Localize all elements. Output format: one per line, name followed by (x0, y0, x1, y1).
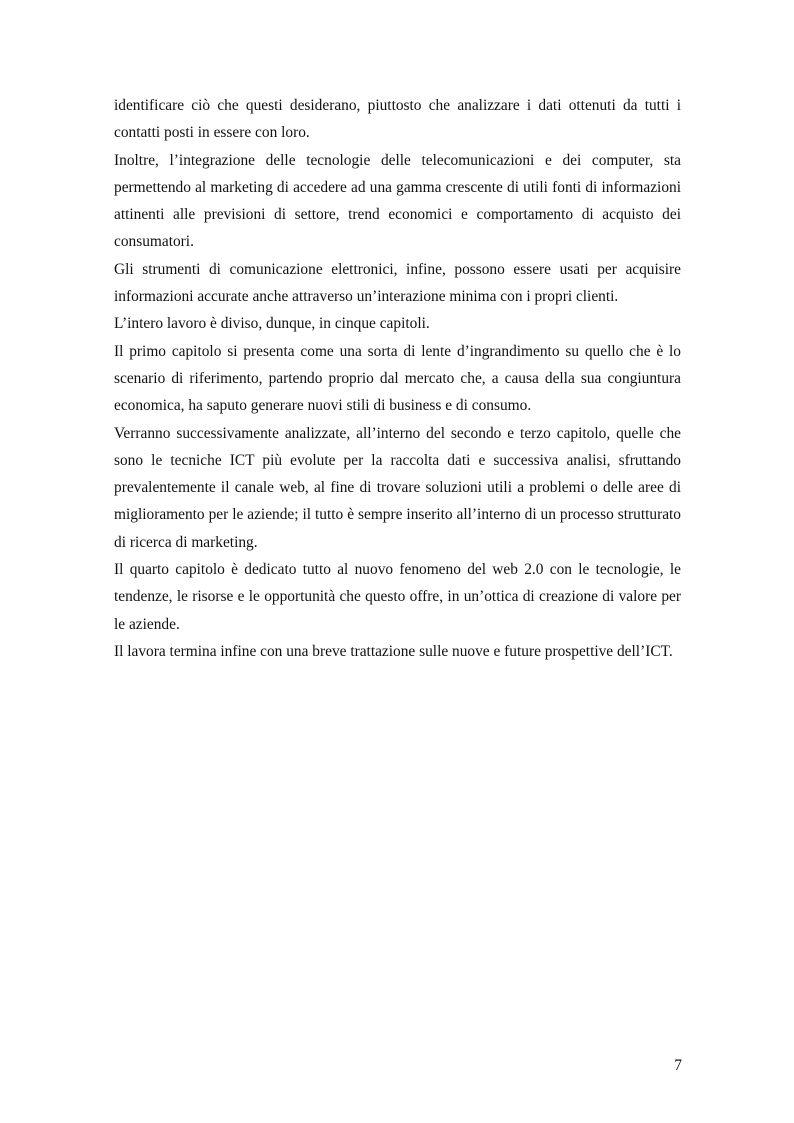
paragraph: Verranno successivamente analizzate, all’interno del secondo e terzo capitolo, quelle che sono le tecniche ICT più evolute per la raccolta dati e successiva analisi, sfruttando prevalentemente il canale web, al fine di trovare soluzioni utili a problemi o delle aree di miglioramento per le aziende; il tutto è sempre inserito all’interno di un processo strutturato di ricerca di marketing. (114, 424, 681, 551)
paragraph: Gli strumenti di comunicazione elettronici, infine, possono essere usati per acquisire informazioni accurate anche attraverso un’interazione minima con i propri clienti. (114, 260, 681, 306)
paragraph: Il lavora termina infine con una breve trattazione sulle nuove e future prospettive dell’ICT. (114, 642, 673, 660)
paragraph: L’intero lavoro è diviso, dunque, in cinque capitoli. (114, 315, 430, 333)
page-number: 7 (674, 1057, 682, 1074)
paragraph: Inoltre, l’integrazione delle tecnologie delle telecomunicazioni e dei computer, sta permettendo al marketing di accedere ad una gamma crescente di utili fonti di informazioni attinenti alle previsioni di settore, trend economici e comportamento di acquisto dei consumatori. (114, 151, 681, 251)
paragraph: identificare ciò che questi desiderano, piuttosto che analizzare i dati ottenuti da tutti i contatti posti in essere con loro. (114, 97, 681, 142)
paragraph: Il primo capitolo si presenta come una sorta di lente d’ingrandimento su quello che è lo scenario di riferimento, partendo proprio dal mercato che, a causa della sua congiuntura economica, ha saputo generare nuovi stili di business e di consumo. (114, 342, 681, 415)
paragraph: Il quarto capitolo è dedicato tutto al nuovo fenomeno del web 2.0 con le tecnologie, le tendenze, le risorse e le opportunità che questo offre, in un’ottica di creazione di valore per le aziende. (114, 561, 681, 633)
body-text (114, 92, 681, 665)
